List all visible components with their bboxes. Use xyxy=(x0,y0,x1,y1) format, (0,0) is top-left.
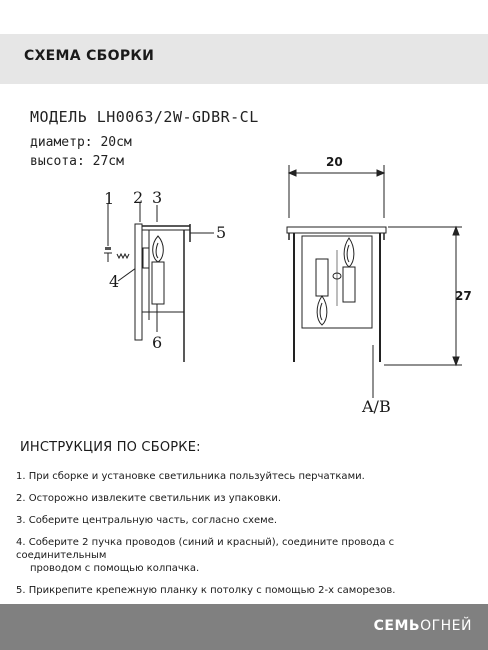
instruction-step xyxy=(16,536,480,575)
callout-4: 4 xyxy=(109,272,120,291)
candle-lower xyxy=(316,259,328,296)
step-text: 3. Соберите центральную часть, согласно схеме. xyxy=(16,515,278,526)
front-top-bar xyxy=(287,227,386,233)
side-bulb xyxy=(153,236,164,262)
height-arrow-bottom xyxy=(453,357,459,365)
instructions-title: ИНСТРУКЦИЯ ПО СБОРКЕ: xyxy=(20,440,201,455)
side-bulb-filament xyxy=(156,243,158,258)
step-text: 2. Осторожно извлеките светильник из упаковки. xyxy=(16,493,282,504)
step-text-continued: проводом с помощью колпачка. xyxy=(30,563,200,574)
wall-plate xyxy=(135,224,142,340)
view-label: A/B xyxy=(362,397,391,416)
step-text: 4. Соберите 2 пучка проводов (синий и красный), соедините провода с соединительным xyxy=(16,537,395,561)
width-arrow-left xyxy=(289,170,296,176)
instruction-step xyxy=(16,584,480,597)
screw-part xyxy=(105,247,111,250)
side-candle-tube xyxy=(152,262,164,304)
brand-logo xyxy=(374,618,472,634)
instruction-step xyxy=(16,514,480,527)
callout-6: 6 xyxy=(152,333,163,352)
diameter-label: диаметр: 20см xyxy=(30,135,132,150)
height-dimension: 27 xyxy=(455,289,472,303)
instruction-step xyxy=(16,470,480,483)
width-dimension: 20 xyxy=(326,155,343,169)
height-arrow-top xyxy=(453,227,459,235)
instruction-step xyxy=(16,492,480,505)
callout-1: 1 xyxy=(104,189,115,208)
width-arrow-right xyxy=(377,170,384,176)
front-view xyxy=(287,165,462,398)
footer-bar xyxy=(0,604,488,650)
candle-upper xyxy=(343,267,355,302)
callout-2: 2 xyxy=(133,188,144,207)
page-title: СХЕМА СБОРКИ xyxy=(24,48,155,64)
callout-5: 5 xyxy=(216,223,227,242)
brand-logo-light: ОГНЕЙ xyxy=(420,618,472,634)
step-text: 5. Прикрепите крепежную планку к потолку с помощью 2-х саморезов. xyxy=(16,585,396,596)
step-text: 1. При сборке и установке светильника пользуйтесь перчатками. xyxy=(16,471,365,482)
socket-holder xyxy=(143,248,149,268)
model-label: МОДЕЛЬ LH0063/2W-GDBR-CL xyxy=(30,108,259,126)
height-label: высота: 27см xyxy=(30,154,124,169)
brand-logo-bold: СЕМЬ xyxy=(373,618,421,634)
spring-part xyxy=(117,254,129,258)
callout-3: 3 xyxy=(152,188,163,207)
